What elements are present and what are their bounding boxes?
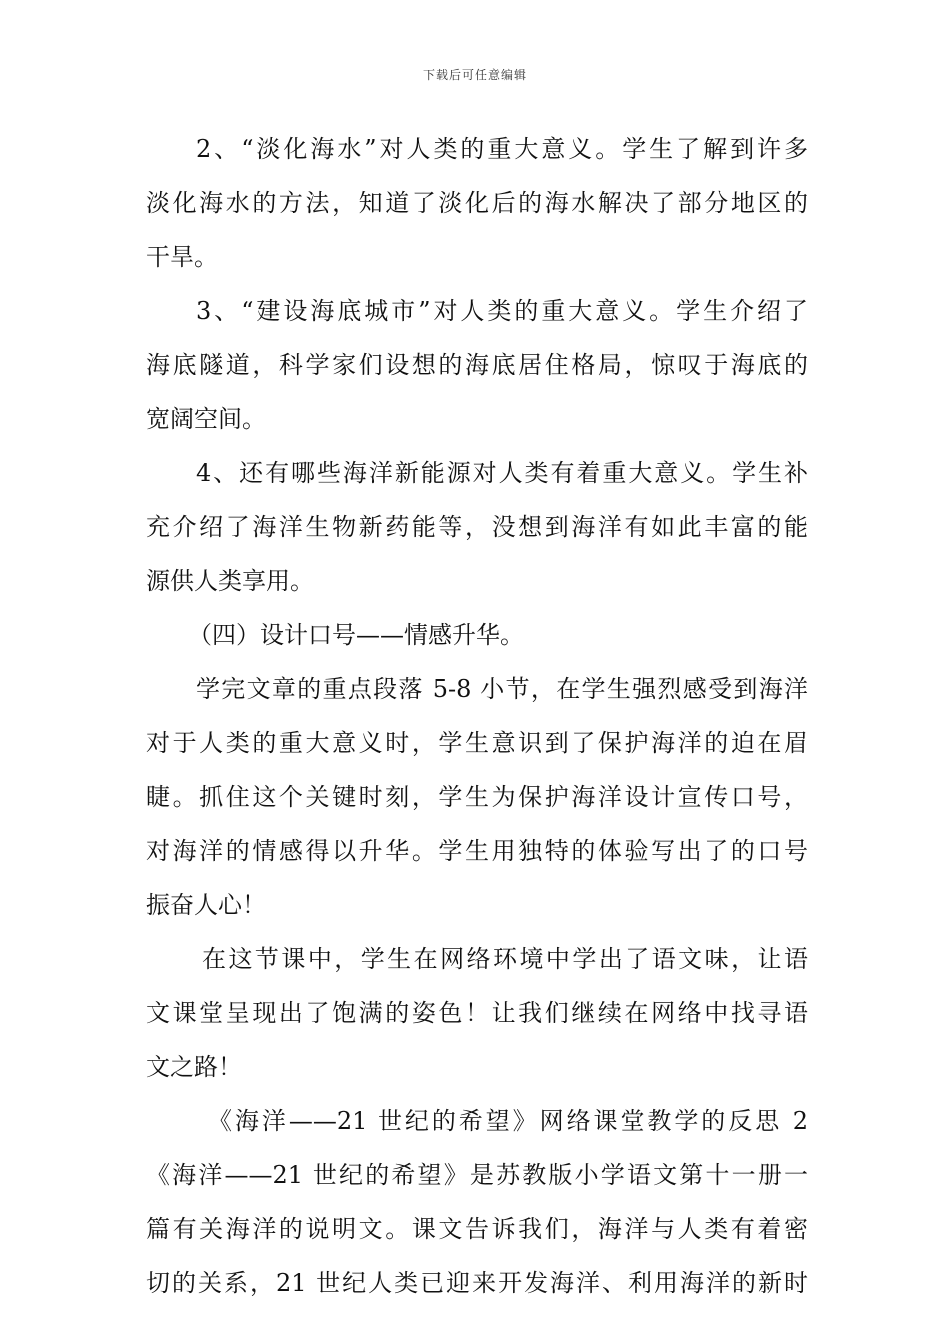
section-heading: （四）设计口号——情感升华。 — [188, 621, 524, 649]
paragraph-line: 2、“淡化海水”对人类的重大意义。学生了解到许多 — [196, 135, 808, 163]
paragraph-line: 文之路！ — [146, 1053, 242, 1081]
paragraph-line: 对海洋的情感得以升华。学生用独特的体验写出了的口号 — [146, 837, 808, 865]
paragraph-line: 宽阔空间。 — [146, 405, 266, 433]
paragraph-line: 振奋人心！ — [146, 891, 266, 919]
paragraph-line: 3、“建设海底城市”对人类的重大意义。学生介绍了 — [196, 297, 808, 325]
paragraph-line: 切的关系，21 世纪人类已迎来开发海洋、利用海洋的新时 — [146, 1269, 808, 1297]
paragraph-line: 在这节课中，学生在网络环境中学出了语文味，让语 — [202, 945, 808, 973]
section-title: 《海洋——21 世纪的希望》网络课堂教学的反思 2 — [208, 1107, 808, 1135]
paragraph-line: 文课堂呈现出了饱满的姿色！让我们继续在网络中找寻语 — [146, 999, 808, 1027]
paragraph-line: 4、还有哪些海洋新能源对人类有着重大意义。学生补 — [196, 459, 808, 487]
paragraph-line: 对于人类的重大意义时，学生意识到了保护海洋的迫在眉 — [146, 729, 808, 757]
document-body — [146, 122, 808, 1310]
paragraph-line: 篇有关海洋的说明文。课文告诉我们，海洋与人类有着密 — [146, 1215, 808, 1243]
paragraph-line: 《海洋——21 世纪的希望》是苏教版小学语文第十一册一 — [146, 1161, 808, 1189]
paragraph-line: 睫。抓住这个关键时刻，学生为保护海洋设计宣传口号， — [146, 783, 808, 811]
paragraph-line: 海底隧道，科学家们设想的海底居住格局，惊叹于海底的 — [146, 351, 808, 379]
paragraph-line: 干旱。 — [146, 243, 218, 271]
header-note: 下载后可任意编辑 — [422, 68, 527, 82]
paragraph-line: 充介绍了海洋生物新药能等，没想到海洋有如此丰富的能 — [146, 513, 808, 541]
paragraph-line: 学完文章的重点段落 5-8 小节，在学生强烈感受到海洋 — [196, 675, 808, 703]
paragraph-line: 源供人类享用。 — [146, 567, 314, 595]
paragraph-line: 淡化海水的方法，知道了淡化后的海水解决了部分地区的 — [146, 189, 808, 217]
